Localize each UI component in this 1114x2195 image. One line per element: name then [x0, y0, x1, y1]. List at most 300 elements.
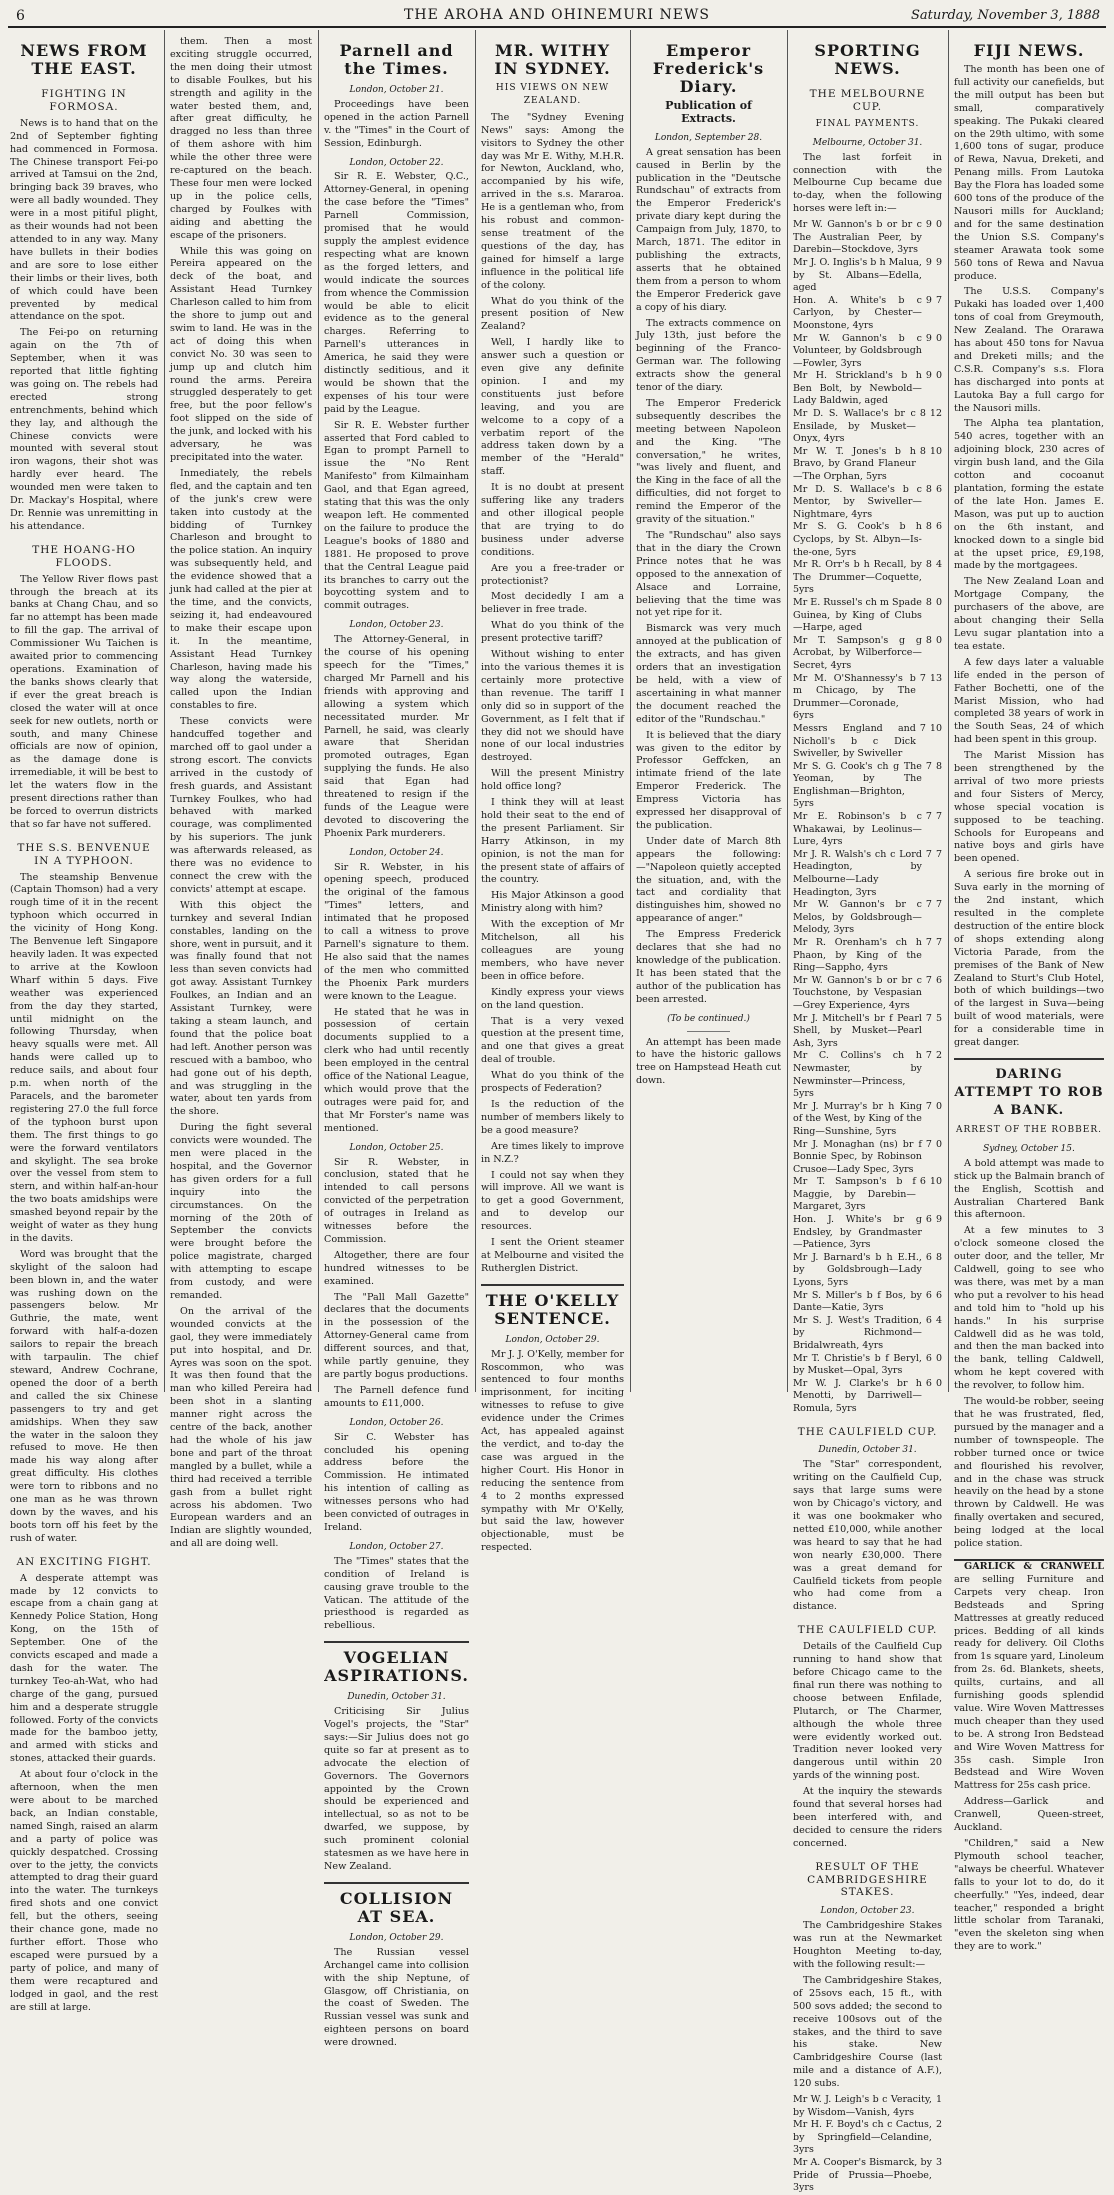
result-row — [793, 673, 942, 723]
paragraph: These convicts were handcuffed together and marched off to gaol under a strong escort. The convicts arrived in the custody of fresh guards, and Assistant Turnkey Foulkes, who had behaved with marked courage, was complimented by his superiors. The junk was afterwards released, as there was no evidence to connect the crew with the convicts' attempt at escape. — [170, 716, 312, 895]
weight — [926, 484, 942, 522]
paragraph: A great sensation has been caused in Berlin by the publication in the "Deutsche Rundschau" of extracts from the Emperor Frederick's private diary kept during the Campaign from July, 1870, to March, 1871. The editor in publishing the extracts, asserts that he obtained them from a person to whom the Emperor Frederick gave a copy of his diary. — [636, 146, 781, 313]
weight-pounds: 10 — [929, 1176, 942, 1188]
weight-stone: 6 — [925, 1251, 932, 1263]
paragraph: His Major Atkinson a good Ministry along with him? — [481, 890, 624, 915]
divider — [687, 1031, 731, 1032]
paragraph: The "Sydney Evening News" says: Among the visitors to Sydney the other day was Mr E. Withy, M.H.R. for Newton, Auckland, who, accompanied by his wife, arrived in the s.s. Mararoa. He is a gentleman who, from his robust and common-sense treatment of the questions of the day, has gained for himself a large influence in the political life of the colony. — [481, 111, 624, 291]
result-row — [793, 723, 942, 761]
weight-pounds: 0 — [935, 219, 942, 231]
result-row — [793, 1176, 942, 1214]
weight-stone: 8 — [925, 596, 932, 608]
result-row — [793, 811, 942, 849]
advertisement-footer: Address—Garlick and Cranwell, Queen-street, Auckland. — [954, 1796, 1104, 1834]
weight — [920, 446, 942, 484]
column-6 — [793, 36, 942, 2194]
weight-stone: 9 — [925, 256, 932, 268]
dateline: London, October 29. — [505, 1334, 600, 1345]
horse-entry: Mr J. O. Inglis's b h Malua, by St. Albans—Edella, aged — [793, 256, 922, 294]
result-row — [793, 1050, 942, 1100]
paragraph: I think they will at least hold their seat to the end of the present Parliament. Sir Harry Atkinson, in my opinion, is not the man for the present state of affairs of the country. — [481, 797, 624, 886]
weight — [926, 1101, 942, 1139]
horse-entry: Hon. A. White's b c Carlyon, by Chester—Moonstone, 4yrs — [793, 294, 922, 331]
weight — [926, 219, 942, 257]
weight-stone: 7 — [919, 672, 926, 684]
column-1 — [10, 36, 158, 2013]
horse-entry: Mr M. O'Shannessy's b m Chicago, by The Drummer—Coronade, 6yrs — [793, 672, 916, 722]
result-row — [793, 1252, 942, 1290]
paragraph: Word was brought that the skylight of the saloon had been blown in, and the water was rushing down on the passengers below. Mr Guthrie, the mate, went forward with half-a-dozen sailors to repair the breach with tarpaulin. The chief steward, Andrew Cochrane, opened the door of a berth and called the six Chinese passengers to try and get amidships. When they saw the water in the saloon they refused to move. He then made his way along after great difficulty. His clothes were torn to ribbons and no one man as he was thrown down by the waves, and his boots torn off his feet by the rush of water. — [10, 1248, 158, 1544]
paragraph: The "Star" correspondent, writing on the Caulfield Cup, says that large sums were won by Chicago's victory, and it was one bookmaker who netted £10,000, while another was heard to say that he had won nearly £30,000. There was a great demand for Caulfield tickets from people who had come from a distance. — [793, 1459, 942, 1613]
result-row — [793, 484, 942, 522]
weight-pounds: 0 — [935, 634, 942, 646]
weight — [926, 1252, 942, 1290]
paragraph: The last forfeit in connection with the Melbourne Cup became due to-day, when the following horses were left in:— — [793, 151, 942, 215]
weight — [920, 723, 942, 761]
paragraph: It is believed that the diary was given to the editor by Professor Geffcken, an intimate friend of the late Emperor Frederick. The Empress Victoria has expressed her disapproval of the publication. — [636, 729, 781, 831]
paragraph: Most decidedly I am a believer in free trade. — [481, 591, 624, 616]
weight-stone: 6 — [925, 1289, 932, 1301]
paragraph: What do you think of the prospects of Federation? — [481, 1070, 624, 1095]
page-number: 6 — [16, 8, 25, 24]
paragraph: Details of the Caulfield Cup running to hand show that before Chicago came to the final run there was nothing to choose between Enfilade, Plutarch, or The Charmer, although the whole three were evidently worked out. Tradition never looked very dangerous until within 20 yards of the winning post. — [793, 1641, 942, 1782]
weight-pounds: 7 — [935, 899, 942, 911]
result-row — [793, 559, 942, 597]
column-rule — [787, 30, 788, 1392]
weight-stone: 9 — [925, 294, 932, 306]
horse-entry: Mr W. J. Leigh's b c Veracity, by Wisdom—Vanish, 4yrs — [793, 2094, 932, 2118]
horse-entry: Mr S. J. West's Tradition, by Richmond—Bridalwreath, 4yrs — [793, 1314, 922, 1351]
dateline: Melbourne, October 31. — [812, 137, 923, 148]
weight — [926, 1290, 942, 1315]
horse-entry: Mr D. S. Wallace's b c Mentor, by Swiveller—Nightmare, 4yrs — [793, 483, 922, 520]
weight-stone: 7 — [925, 760, 932, 772]
section-subhead: FIGHTING IN FORMOSA. — [41, 88, 127, 113]
paragraph: The "Rundschau" also says that in the diary the Crown Prince notes that he was opposed to the annexation of Alsace and Lorraine, believing that the time was not yet ripe for it. — [636, 530, 781, 619]
paragraph: At a few minutes to 3 o'clock someone closed the outer door, and the teller, Mr Caldwell, going to see who was there, was met by a man who put a revolver to his head and told him to "hold up his hands." In his surprise Caldwell did as he was told, and then the man backed into the bank, telling Caldwell, whom he kept covered with the revolver, to follow him. — [954, 1225, 1104, 1392]
weight-stone: 8 — [919, 445, 926, 457]
section-subhead: FINAL PAYMENTS. — [815, 118, 920, 129]
horse-entry: Mr J. Murray's br h King of the West, by King of the Ring—Sunshine, 5yrs — [793, 1100, 922, 1137]
paragraph: Sir R. Webster, in his opening speech, produced the original of the famous "Times" letters, and intimated that he proposed to call a witness to prove Parnell's signature to them. He also said that the names of the men who committed the Phoenix Park murders were known to the League. — [324, 861, 469, 1002]
paragraph: Will the present Ministry hold office long? — [481, 768, 624, 793]
result-row — [793, 1378, 942, 1416]
dateline: London, October 29. — [349, 1932, 444, 1943]
placing: 1 — [935, 2094, 942, 2106]
paragraph: Proceedings have been opened in the action Parnell v. the "Times" in the Court of Session, Edinburgh. — [324, 98, 469, 149]
result-row — [793, 975, 942, 1013]
weight — [920, 408, 942, 446]
article-headline: SPORTING NEWS. — [814, 41, 921, 78]
paragraph: With the exception of Mr Mitchelson, all his colleagues are young members, who have never been in office before. — [481, 919, 624, 982]
weight-pounds: 13 — [929, 672, 942, 684]
horse-entry: Mr W. Gannon's b or br c The Australian Peer, by Darebin—Stockdove, 3yrs — [793, 219, 922, 256]
horse-entry: Mr J. Monaghan (ns) br f Bonnie Spec, by Robinson Crusoe—Lady Spec, 3yrs — [793, 1138, 922, 1175]
section-subhead: THE S.S. BENVENUE IN A TYPHOON. — [17, 841, 151, 867]
paragraph: The Yellow River flows past through the breach at its banks at Chang Chau, and so far no attempt has been made to fill the gap. The arrival of Commissioner Wu Taichen is awaited prior to commencing operations. Examination of the banks shows clearly that if ever the great breach is closed the water will at once seek for new outlets, north or south, and many Chinese officials are now of opinion, as the damage done is irremediable, it will be best to let the waters flow in the present directions rather than be forced to overrun districts that so far have not suffered. — [10, 573, 158, 830]
weight — [926, 811, 942, 849]
weight-stone: 6 — [925, 1377, 932, 1389]
section-subhead: ARREST OF THE ROBBER. — [955, 1124, 1102, 1135]
weight — [926, 635, 942, 673]
paragraph: Under date of March 8th appears the following:—"Napoleon quietly accepted the situation, and, with the tact and cordiality that distinguishes him, showed no appearance of anger." — [636, 835, 781, 925]
column-7 — [954, 36, 1104, 1953]
horse-entry: Mr S. Miller's b f Bos, by Dante—Katie, 3yrs — [793, 1289, 922, 1314]
weight-pounds: 0 — [935, 370, 942, 382]
weight-stone: 7 — [919, 722, 926, 734]
column-rule — [630, 30, 631, 1392]
weight — [926, 975, 942, 1013]
paragraph: He stated that he was in possession of certain documents supplied to a clerk who had until recently been employed in the central office of the National League, which would prove that the outrages were paid for, and that Mr Forster's name was mentioned. — [324, 1006, 469, 1134]
placing: 3 — [935, 2157, 942, 2169]
weight — [920, 673, 942, 723]
weight-stone: 8 — [925, 521, 932, 533]
weight-stone: 6 — [925, 1314, 932, 1326]
paragraph: The month has been one of full activity our canefields, but the mill output has been but small, comparatively speaking. The Pukaki cleared on the 29th ultimo, with some 1,600 tons of sugar, produce of Rewa, Navua, Dreketi, and Penang mills. From Lautoka Bay the Flora has loaded some 600 tons of the produce of the Nausori mills for Auckland; and for the same destination the Union S.S. Company's steamer Arawata took some 560 tons of Rewa and Navua produce. — [954, 64, 1104, 282]
weight — [926, 1013, 942, 1051]
horse-entry: Mr C. Collins's ch h Newmaster, by Newminster—Princess, 5yrs — [793, 1050, 922, 1100]
masthead — [8, 6, 1106, 28]
horse-entry: Mr T. Sampson's g g Acrobat, by Wilberforce—Secret, 4yrs — [793, 634, 922, 671]
paragraph: them. Then a most exciting struggle occurred, the men doing their utmost to disable Foulkes, but his strength and agility in the water bested them, and, after great difficulty, he dragged no less than three of them ashore with him while the other three were re-captured on the beach. These four men were locked up in the police cells, charged by Foulkes with aiding and abetting the escape of the prisoners. — [170, 36, 312, 241]
weight-pounds: 9 — [935, 256, 942, 268]
paragraph: It is no doubt at present suffering like any traders and other illogical people that are trying to do business under adverse conditions. — [481, 482, 624, 558]
dateline: London, October 23. — [349, 620, 444, 631]
paragraph: The "Pall Mall Gazette" declares that the documents in the possession of the Attorney-General came from different sources, and that, while partly genuine, they are partly bogus productions. — [324, 1291, 469, 1380]
horse-entry: Mr R. Orr's b h Recall, by The Drummer—Coquette, 5yrs — [793, 559, 922, 596]
paragraph: The Empress Frederick declares that she had no knowledge of the publication. It has been stated that the author of the publication has been arrested. — [636, 929, 781, 1005]
horse-entry: Mr H. F. Boyd's ch c Cactus, by Springfield—Celandine, 3yrs — [793, 2119, 932, 2156]
results-list — [793, 2094, 942, 2195]
paragraph: I could not say when they will improve. All we want is to get a good Government, and to develop our resources. — [481, 1169, 624, 1233]
advertisement — [954, 1561, 1104, 1793]
weight — [926, 333, 942, 371]
column-rule — [318, 30, 319, 1392]
paragraph: The Emperor Frederick subsequently describes the meeting between Napoleon and the King. "The conversation," he writes, "was lively and fluent, and the King in the face of all the difficulties, did not forget to remind the Emperor of the gravity of the situation." — [636, 397, 781, 526]
paragraph: Bismarck was very much annoyed at the publication of the extracts, and has given orders that an investigation be held, with a view of ascertaining in what manner the document reached the editor of the "Rundschau." — [636, 623, 781, 725]
weight — [926, 1050, 942, 1100]
newspaper-title: THE AROHA AND OHINEMURI NEWS — [404, 7, 710, 23]
paragraph: I sent the Orient steamer at Melbourne and visited the Rutherglen District. — [481, 1237, 624, 1274]
column-4 — [481, 36, 624, 1554]
weight-stone: 6 — [925, 1352, 932, 1364]
horse-entry: Messrs England and Nicholl's b c Dick Swiveller, by Swiveller — [793, 722, 916, 760]
paragraph: What do you think of the present position of New Zealand? — [481, 295, 624, 333]
paragraph: The Russian vessel Archangel came into collision with the ship Neptune, of Glasgow, off Christiania, on the coast of Sweden. The Russian vessel was sunk and eighteen persons on board were drowned. — [324, 1946, 469, 2049]
weight-pounds: 7 — [935, 848, 942, 860]
weight-pounds: 0 — [935, 1377, 942, 1389]
weight-pounds: 0 — [935, 332, 942, 344]
result-row — [793, 521, 942, 559]
section-subhead: RESULT OF THE CAMBRIDGESHIRE STAKES. — [807, 1860, 928, 1899]
paragraph: While this was going on Pereira appeared on the deck of the boat, and Assistant Head Turnkey Charleson called to him from the shore to jump out and swim to land. He was in the act of doing this when convict No. 30 was seen to jump up and clutch him round the arms. Pereira struggled desperately to get free, but the poor fellow's foot slipped on the side of the junk, and locked with his adversary, he was precipitated into the water. — [170, 245, 312, 463]
weight-stone: 7 — [925, 811, 932, 823]
paragraph: News is to hand that on the 2nd of September fighting had commenced in Formosa. The Chinese transport Fei-po arrived at Tamsui on the 2nd, bringing back 39 braves, who were all badly wounded. They were in a most pitiful plight, as their wounds had not been attended to in any way. Many have bullets in their bodies and are sore to lose either their limbs or their lives, both of which could have been prevented by medical attendance on the spot. — [10, 117, 158, 323]
weight — [926, 761, 942, 811]
paragraph: Well, I hardly like to answer such a question or even give any definite opinion. I and my constituents just before leaving, and you are welcome to a copy of a verbatim report of the address taken down by a member of the "Herald" staff. — [481, 337, 624, 478]
result-row — [793, 1139, 942, 1177]
weight — [926, 1378, 942, 1416]
section-subhead: THE MELBOURNE CUP. — [809, 88, 926, 113]
article-subhead: HIS VIEWS ON NEW ZEALAND. — [495, 83, 610, 106]
weight-pounds: 6 — [935, 974, 942, 986]
paragraph: At about four o'clock in the afternoon, when the men were about to be marched back, an Indian constable, named Singh, raised an alarm and a party of police was quickly despatched. Crossing over to the jetty, the convicts attempted to drag their guard into the water. The turnkeys fired shots and one convict fell, but the others, seeing their chance gone, made no further effort. Those who escaped were pursued by a party of police, and many of them were recaptured and lodged in gaol, and the rest are still at large. — [10, 1769, 158, 2013]
weight-pounds: 0 — [935, 1352, 942, 1364]
weight-stone: 7 — [925, 937, 932, 948]
dateline: London, October 24. — [349, 847, 444, 858]
weight — [926, 1139, 942, 1177]
horse-entry: Mr T. Sampson's b f Maggie, by Darebin—Margaret, 3yrs — [793, 1176, 916, 1213]
result-row — [793, 1290, 942, 1315]
paragraph: Criticising Sir Julius Vogel's projects, the "Star" says:—Sir Julius does not go quite so far at present as to advocate the election of Governors. The Governors appointed by the Crown should be experienced and intellectual, so as not to be dwarfed, we suppose, by such prominent colonial statesmen as we have here in New Zealand. — [324, 1706, 469, 1872]
dateline: London, October 22. — [349, 157, 444, 168]
result-row — [793, 899, 942, 937]
weight — [926, 597, 942, 635]
horse-entry: Mr W. J. Clarke's br h Menotti, by Darriwell—Romula, 5yrs — [793, 1377, 922, 1414]
weight-pounds: 4 — [935, 559, 942, 571]
column-rule — [948, 30, 949, 1392]
weight — [926, 257, 942, 295]
paragraph: Mr J. J. O'Kelly, member for Roscommon, who was sentenced to four months imprisonment, for inciting witnesses to refuse to give evidence under the Crimes Act, has appealed against the verdict, and to-day the case was argued in the higher Court. His Honor in reducing the sentence from 4 to 2 months expressed sympathy with Mr O'Kelly, but said the law, however objectionable, must be respected. — [481, 1348, 624, 1554]
weight — [920, 1176, 942, 1214]
weight-stone: 6 — [919, 1176, 926, 1188]
paragraph: What do you think of the present protective tariff? — [481, 620, 624, 645]
weight-pounds: 2 — [935, 1050, 942, 1062]
weight-stone: 8 — [925, 634, 932, 646]
result-row — [793, 1353, 942, 1378]
paragraph: The would-be robber, seeing that he was frustrated, fled, pursued by the manager and a number of townspeople. The robber turned once or twice and flourished his revolver, and in the chase was struck heavily on the head by a stone thrown by Caldwell. He was finally overtaken and secured, being lodged at the local police station. — [954, 1396, 1104, 1550]
article-headline: THE O'KELLY SENTENCE. — [485, 1290, 620, 1328]
weight-stone: 7 — [925, 899, 932, 911]
dateline: London, September 28. — [654, 132, 763, 143]
result-row — [793, 2119, 942, 2157]
article-headline: VOGELIAN ASPIRATIONS. — [324, 1648, 469, 1686]
result-row — [793, 635, 942, 673]
continued-note: (To be continued.) — [667, 1013, 750, 1024]
placing: 2 — [935, 2119, 942, 2131]
weight-stone: 7 — [925, 1138, 932, 1150]
result-row — [793, 1315, 942, 1353]
article-headline: Parnell and the Times. — [339, 41, 454, 78]
result-row — [793, 446, 942, 484]
weight — [926, 559, 942, 597]
paragraph: With this object the turnkey and several Indian constables, landing on the shore, went in pursuit, and it was finally found that not less than seven convicts had got away. Assistant Turnkey Foulkes, an Indian and an Assistant Turnkey, were taking a steam launch, and found that the police boat had left. Another person was rescued with a bamboo, who had gone out of his depth, and was struggling in the water, about ten yards from the shore. — [170, 899, 312, 1118]
column-3 — [324, 36, 469, 2049]
horse-entry: Mr H. Strickland's b h Ben Bolt, by Newbold—Lady Baldwin, aged — [793, 370, 922, 407]
section-subhead: THE HOANG-HO FLOODS. — [32, 543, 136, 569]
weight-pounds: 0 — [935, 596, 942, 608]
issue-date: Saturday, November 3, 1888 — [911, 8, 1100, 23]
article-subhead: Publication of Extracts. — [665, 99, 752, 125]
horse-entry: Mr E. Russel's ch m Spade Guinea, by King of Clubs—Harpe, aged — [793, 596, 922, 634]
weight-pounds: 5 — [935, 1012, 942, 1024]
weight-stone: 7 — [925, 848, 932, 860]
horse-entry: Mr W. Gannon's br c Melos, by Goldsbrough—Melody, 3yrs — [793, 899, 922, 936]
horse-entry: Mr J. Barnard's b h E.H., by Goldsbrough—Lady Lyons, 5yrs — [793, 1251, 922, 1289]
result-row — [793, 849, 942, 899]
paragraph: Inmediately, the rebels fled, and the captain and ten of the junk's crew were taken into custody at the bidding of Turnkey Charleson and brought to the police station. An inquiry was subsequently held, and the evidence showed that a junk had called at the pier at the time, and the convicts, seizing it, had endeavoured to make their escape upon it. In the meantime, Assistant Head Turnkey Charleson, having made his way along the waterside, called upon the Indian constables to fire. — [170, 467, 312, 712]
dateline: Sydney, October 15. — [983, 1143, 1075, 1154]
article-headline: COLLISION AT SEA. — [339, 1888, 454, 1926]
weight — [926, 1315, 942, 1353]
weight-pounds: 0 — [935, 1100, 942, 1112]
weight-pounds: 6 — [935, 521, 942, 533]
weight — [926, 1214, 942, 1252]
weight-stone: 9 — [925, 219, 932, 231]
paragraph: A desperate attempt was made by 12 convicts to escape from a chain gang at Kennedy Police Station, Hong Kong, on the 15th of September. One of the convicts escaped and made a dash for the water. The turnkey Teo-ah-Wat, who had charge of the gang, pursued him and a desperate struggle followed. Forty of the convicts made for the bamboo jetty, and armed with sticks and stones, attacked their guards. — [10, 1572, 158, 1765]
weight-pounds: 6 — [935, 1289, 942, 1301]
result-row — [793, 761, 942, 811]
paragraph: At the inquiry the stewards found that several horses had been interfered with, and decided to censure the riders concerned. — [793, 1786, 942, 1849]
weight — [926, 849, 942, 899]
column-rule — [164, 30, 165, 1392]
result-row — [793, 2094, 942, 2119]
paragraph: Are you a free-trader or protectionist? — [481, 562, 624, 587]
paragraph: The extracts commence on July 13th, just before the beginning of the Franco-German war. The following extracts show the general tenor of the diary. — [636, 317, 781, 394]
weight — [926, 937, 942, 975]
paragraph: Sir R. Webster, in conclusion, stated that he intended to call persons convicted of the perpetration of outrages in Ireland as witnesses before the Commission. — [324, 1156, 469, 1245]
paragraph: Sir R. E. Webster, Q.C., Attorney-General, in opening the case before the "Times" Parnell Commission, promised that he would supply the amplest evidence respecting what are known as the forged letters, and would indicate the sources from whence the Commission would be able to elicit evidence as to the general charges. Referring to Parnell's utterances in America, he said they were distinctly seditious, and it would be shown that the expenses of his tour were paid by the League. — [324, 171, 469, 415]
paragraph: The Alpha tea plantation, 540 acres, together with an adjoining block, 230 acres of virgin bush land, and the Gila cotton and cocoanut plantation, forming the estate of the late Hon. James E. Mason, was put up to auction on the 6th instant, and knocked down to a single bid at the upset price, £9,198, made by the mortgagees. — [954, 418, 1104, 572]
paragraph: Sir C. Webster has concluded his opening address before the Commission. He intimated his intention of calling as witnesses persons who had been convicted of outrages in Ireland. — [324, 1431, 469, 1533]
result-row — [793, 2157, 942, 2195]
weight — [926, 521, 942, 559]
result-row — [793, 1101, 942, 1139]
weight-stone: 6 — [925, 1214, 932, 1226]
dateline: London, October 26. — [349, 1417, 444, 1428]
section-subhead: THE CAULFIELD CUP. — [797, 1624, 938, 1637]
weight-pounds: 0 — [935, 1138, 942, 1150]
paragraph: A serious fire broke out in Suva early in the morning of the 2nd instant, which resulted in the complete destruction of the entire block of shops extending along Victoria Parade, from the premises of the Bank of New Zealand to Sturt's Club Hotel, both of which buildings—two of the largest in Suva—being built of wood materials, were for a considerable time in great danger. — [954, 869, 1104, 1049]
paragraph: That is a very vexed question at the present time, and one that gives a great deal of trouble. — [481, 1015, 624, 1066]
column-rule — [475, 30, 476, 1392]
result-row — [793, 937, 942, 975]
paragraph: Without wishing to enter into the various themes it is certainly more protective than revenue. The tariff I only did so in support of the Government, as I felt that if they did not we should have none of our local industries destroyed. — [481, 649, 624, 764]
weight-pounds: 10 — [929, 445, 942, 457]
horse-entry: Mr J. R. Walsh's ch c Lord Headington, by Melbourne—Lady Headington, 3yrs — [793, 848, 922, 898]
paragraph: The New Zealand Loan and Mortgage Company, the purchasers of the above, are about changing their Sella Levu sugar plantation into a tea estate. — [954, 576, 1104, 652]
horse-entry: Mr S. G. Cook's ch g The Yeoman, by The Englishman—Brighton, 5yrs — [793, 760, 922, 810]
paragraph: The U.S.S. Company's Pukaki has loaded over 1,400 tons of coal from Greymouth, New Zealand. The Orarawa has about 450 tons for Navua and Dreketi mills; and the C.S.R. Company's s.s. Flora has discharged into ponts at Lautoka Bay a full cargo for the Nausori mills. — [954, 286, 1104, 414]
weight-stone: 7 — [925, 1100, 932, 1112]
article-headline: DARING ATTEMPT TO ROB A BANK. — [954, 1066, 1104, 1118]
weight-stone: 9 — [925, 370, 932, 382]
paragraph: Is the reduction of the number of members likely to be a good measure? — [481, 1098, 624, 1136]
weight-stone: 8 — [925, 559, 932, 571]
article-headline: Emperor Frederick's Diary. — [652, 41, 765, 96]
section-divider — [481, 1284, 624, 1286]
weight-pounds: 10 — [929, 722, 942, 734]
dateline: London, October 27. — [349, 1541, 444, 1552]
paragraph: The Parnell defence fund amounts to £11,000. — [324, 1384, 469, 1409]
weight — [926, 1353, 942, 1378]
section-subhead: AN EXCITING FIGHT. — [16, 1555, 152, 1568]
paragraph: Sir R. E. Webster further asserted that Ford cabled to Egan to prompt Parnell to issue the "No Rent Manifesto" from Kilmainham Gaol, and that Egan agreed, stating that this was the only weapon left. He commented on the failure to produce the League's books of 1880 and 1881. He proposed to prove that the Central League paid its branches to carry out the boycotting system and to commit outrages. — [324, 419, 469, 612]
weight-pounds: 7 — [935, 937, 942, 948]
weight-stone: 8 — [925, 483, 932, 495]
result-row — [793, 257, 942, 295]
paragraph: During the fight several convicts were wounded. The men were placed in the hospital, and the Governor has given orders for a full inquiry into the circumstances. On the morning of the 20th of September the convicts were brought before the police magistrate, charged with attempting to escape from custody, and were remanded. — [170, 1122, 312, 1301]
result-row — [793, 408, 942, 446]
weight-pounds: 12 — [929, 408, 942, 420]
horse-entry: Mr T. Christie's b f Beryl, by Musket—Opal, 3yrs — [793, 1352, 922, 1377]
paragraph: The Marist Mission has been strengthened by the arrival of two more priests and four Sisters of Mercy, whose special vocation is supposed to be teaching. Schools for Europeans and native boys and girls have been opened. — [954, 750, 1104, 865]
weight — [926, 370, 942, 408]
article-headline: FIJI NEWS. — [973, 41, 1085, 60]
dateline: London, October 25. — [349, 1142, 444, 1153]
paragraph: On the arrival of the wounded convicts at the gaol, they were immediately put into hospital, and Dr. Ayres was soon on the spot. It was then found that the man who killed Pereira had been shot in a slanting manner right across the centre of the back, another had the whole of his jaw bone and part of the throat mangled by a bullet, while a third had received a terrible gash from a bullet right across his abdomen. Two European warders and an Indian are slightly wounded, and all are doing well. — [170, 1305, 312, 1550]
weight-pounds: 9 — [935, 1214, 942, 1226]
horse-entry: Mr R. Orenham's ch h Phaon, by King of the Ring—Sappho, 4yrs — [793, 937, 922, 974]
section-divider — [324, 1641, 469, 1643]
weight-pounds: 7 — [935, 811, 942, 823]
section-divider — [324, 1882, 469, 1884]
horse-entry: Mr W. Gannon's b c Volunteer, by Goldsbrough—Fowler, 3yrs — [793, 332, 922, 369]
paragraph: The Fei-po on returning again on the 7th of September, when it was reported that little fighting was going on. The rebels had erected strong entrenchments, behind which they lay, and although the Chinese convicts were mounted with several stout iron wagons, their shot was hardly ever heard. The wounded men were taken to Dr. Mackay's Hospital, where Dr. Rennie was unremitting in his attendance. — [10, 327, 158, 532]
advertisement-text: are selling Furniture and Carpets very cheap. Iron Bedsteads and Spring Mattresses at greatly reduced prices. Bedding of all kinds ready for delivery. Oil Cloths from 1s square yard, Linoleum from 2s. 6d. Blankets, sheets, quilts, curtains, and all furnishing goods splendid value. Wire Woven Mattresses much cheaper than they used to be. A strong Iron Bedstead and Wire Woven Mattress for 35s cash. Simple Iron Bedstead and Wire Woven Mattress for 25s cash price. — [954, 1573, 1104, 1792]
weight-pounds: 7 — [935, 294, 942, 306]
paragraph: Are times likely to improve in N.Z.? — [481, 1140, 624, 1165]
weight-pounds: 8 — [935, 1251, 942, 1263]
paragraph: Kindly express your views on the land question. — [481, 986, 624, 1011]
horse-entry: Mr E. Robinson's b c Whakawai, by Leolinus—Lure, 4yrs — [793, 811, 922, 848]
horse-entry: Mr A. Cooper's Bismarck, by Pride of Prussia—Phoebe, 3yrs — [793, 2157, 932, 2194]
article-headline: MR. WITHY IN SYDNEY. — [494, 41, 611, 78]
weight-pounds: 8 — [935, 760, 942, 772]
results-list — [793, 219, 942, 1415]
weight — [926, 295, 942, 333]
paragraph: An attempt has been made to have the historic gallows tree on Hampstead Heath cut down. — [636, 1036, 781, 1087]
result-row — [793, 219, 942, 257]
horse-entry: Mr W. Gannon's b or br c Touchstone, by Vespasian—Grey Experience, 4yrs — [793, 974, 922, 1011]
weight-stone: 9 — [925, 332, 932, 344]
paragraph: Altogether, there are four hundred witnesses to be examined. — [324, 1249, 469, 1287]
horse-entry: Mr D. S. Wallace's br c Ensilade, by Musket—Onyx, 4yrs — [793, 408, 916, 445]
horse-entry: Mr W. T. Jones's b h Bravo, by Grand Flaneur—The Orphan, 5yrs — [793, 445, 916, 483]
result-row — [793, 370, 942, 408]
paragraph: The "Times" states that the condition of Ireland is causing grave trouble to the Vatican. The attitude of the priesthood is regarded as rebellious. — [324, 1555, 469, 1632]
dateline: London, October 23. — [820, 1906, 915, 1917]
dateline: London, October 21. — [349, 85, 444, 95]
section-divider — [954, 1058, 1104, 1060]
paragraph: The Cambridgeshire Stakes was run at the Newmarket Houghton Meeting to-day, with the following result:— — [793, 1920, 942, 1970]
paragraph: The Attorney-General, in the course of his opening speech for the "Times," charged Mr Parnell and his friends with approving and allowing a system which necessitated murder. Mr Parnell, he said, was clearly aware that Sheridan promoted outrages, Egan supplying the funds. He also said that Egan had threatened to resign if the funds of the League were devoted to discovering the Phoenix Park murderers. — [324, 634, 469, 839]
column-5 — [636, 36, 781, 1392]
horse-entry: Mr S. G. Cook's b h Cyclops, by St. Albyn—Is-the-one, 5yrs — [793, 521, 922, 558]
weight-stone: 7 — [925, 1012, 932, 1024]
result-row — [793, 1214, 942, 1252]
result-row — [793, 597, 942, 635]
paragraph: A few days later a valuable life ended in the person of Father Bochetti, one of the Marist Mission, who had completed 38 years of work in the South Seas, 24 of which had been spent in this group. — [954, 656, 1104, 746]
weight — [926, 899, 942, 937]
advertiser-name: GARLICK & CRANWELL — [964, 1560, 1104, 1572]
weight-stone: 7 — [925, 1050, 932, 1062]
result-row — [793, 1013, 942, 1051]
dateline: Dunedin, October 31. — [818, 1445, 917, 1456]
result-row — [793, 295, 942, 333]
weight-stone: 7 — [925, 974, 932, 986]
paragraph: The Cambridgeshire Stakes, of 25sovs each, 15 ft., with 500 sovs added; the second to receive 100sovs out of the stakes, and the third to save his stake. New Cambridgeshire Course (last mile and a distance of A.F.), 120 subs. — [793, 1974, 942, 2090]
dateline: Dunedin, October 31. — [347, 1692, 446, 1703]
column-2 — [170, 36, 312, 1550]
horse-entry: Mr J. Mitchell's br f Pearl Shell, by Musket—Pearl Ash, 3yrs — [793, 1012, 922, 1049]
article-headline: NEWS FROM THE EAST. — [20, 41, 148, 78]
horse-entry: Hon. J. White's br g Endsley, by Grandmaster—Patience, 3yrs — [793, 1214, 922, 1251]
paragraph: "Children," said a New Plymouth school teacher, "always be cheerful. Whatever falls to your lot to do, do it cheerfully." "Yes, indeed, dear teacher," responded a bright little scholar from Taranaki, "even the skeleton sing when they are to work." — [954, 1838, 1104, 1953]
result-row — [793, 333, 942, 371]
section-subhead: THE CAULFIELD CUP. — [797, 1425, 938, 1438]
paragraph: A bold attempt was made to stick up the Balmain branch of the English, Scottish and Australian Chartered Bank this afternoon. — [954, 1157, 1104, 1221]
